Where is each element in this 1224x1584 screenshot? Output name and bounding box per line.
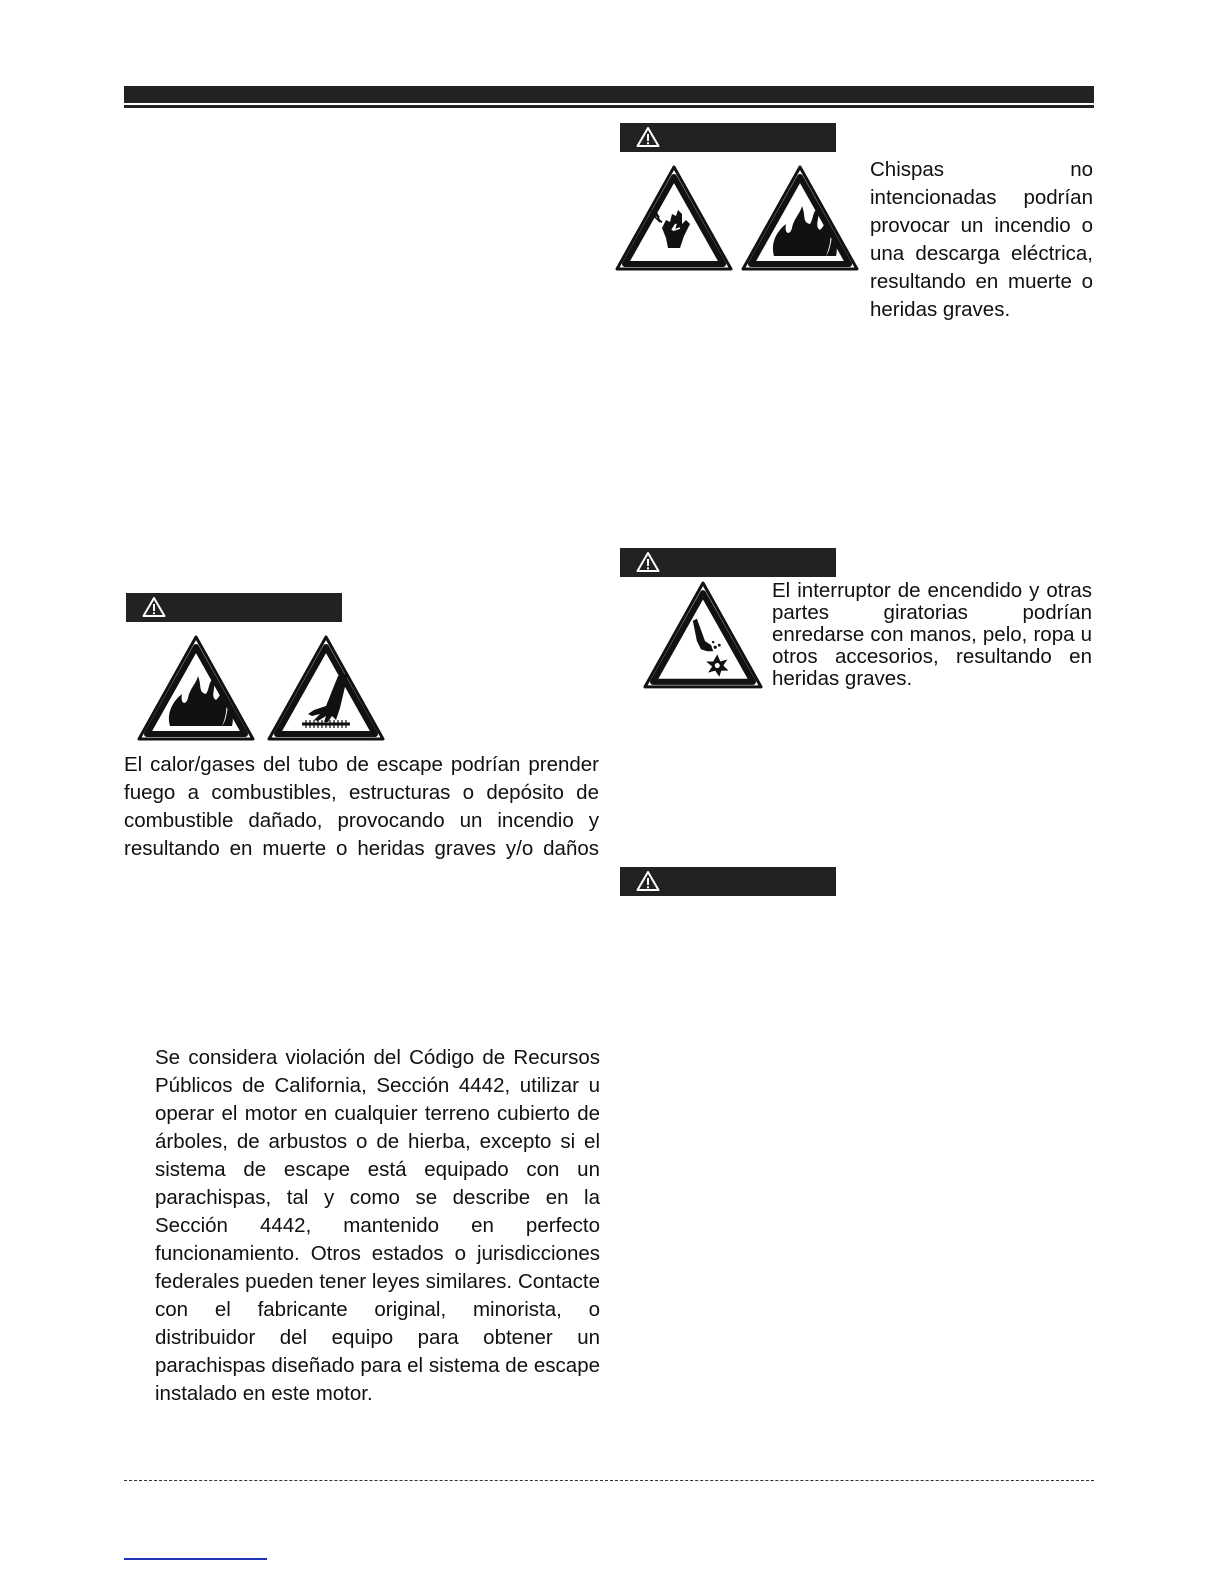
rotating-parts-warning-text: El interruptor de encendido y otras partes giratorias podrían enredarse con manos, pelo, ropa u otros accesorios, resultando en heridas graves. bbox=[772, 579, 1092, 690]
fire-hazard-icon bbox=[136, 634, 256, 744]
warning-banner bbox=[126, 593, 342, 622]
warning-triangle-icon bbox=[636, 126, 660, 148]
footer-divider bbox=[124, 1480, 1094, 1481]
electric-shock-icon bbox=[614, 164, 734, 274]
hot-surface-icon bbox=[266, 634, 386, 744]
warning-banner bbox=[620, 123, 836, 152]
sparks-warning-text: Chispas no intencionadas podrían provocar un incendio o una descarga eléctrica, resultando en muerte o heridas graves. bbox=[870, 158, 1093, 321]
warning-triangle-icon bbox=[636, 551, 660, 573]
header-bar bbox=[124, 86, 1094, 103]
exhaust-warning-text: El calor/gases del tubo de escape podrían prender fuego a combustibles, estructuras o depósito de combustible dañado, provocando un incendio y resultando en muerte o heridas graves y/o daños bbox=[124, 753, 599, 860]
fire-hazard-icon bbox=[740, 164, 860, 274]
entanglement-icon bbox=[640, 580, 766, 692]
california-notice: Se considera violación del Código de Recursos Públicos de California, Sección 4442, utilizar u operar el motor en cualquier terreno cubierto de árboles, de arbustos o de hierba, excepto si el sistema de escape está equipado con un parachispas, tal y como se describe en la Sección 4442, mantenido en perfecto funcionamiento. Otros estados o jurisdicciones federales pueden tener leyes similares. Contacte con el fabricante original, minorista, o distribuidor del equipo para obtener un parachispas diseñado para el sistema de escape instalado en este motor. bbox=[155, 1046, 600, 1405]
warning-triangle-icon bbox=[636, 870, 660, 892]
footer-link-underline bbox=[124, 1558, 267, 1560]
warning-triangle-icon bbox=[142, 596, 166, 618]
header-rule bbox=[124, 105, 1094, 108]
warning-banner bbox=[620, 548, 836, 577]
warning-banner bbox=[620, 867, 836, 896]
